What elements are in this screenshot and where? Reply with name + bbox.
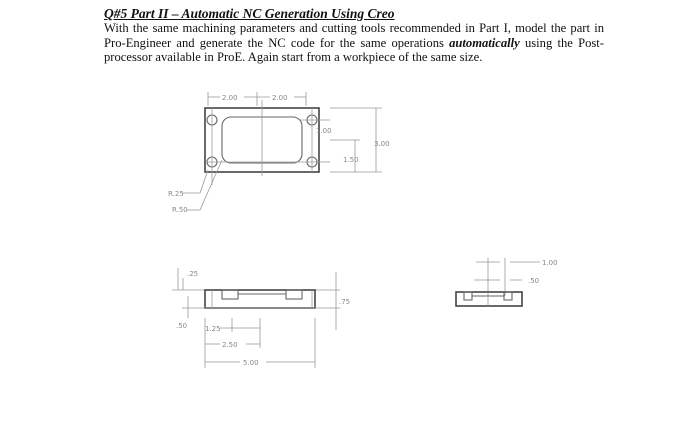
body-emphasis: automatically	[449, 35, 520, 50]
side-dim-top: 1.00	[542, 259, 558, 267]
dim-hole-offset: 1.25	[205, 325, 221, 333]
front-view	[172, 268, 350, 368]
radius-large: R.50	[172, 206, 188, 214]
dim-inner-height: 1.00	[316, 127, 332, 135]
side-view	[456, 258, 558, 306]
dim-height: .75	[339, 298, 351, 306]
body-text-1: With the same machining parameters and cutting tools recommended in Part I, model the part in Pro-Engineer and generate the NC code for the same operations	[104, 21, 604, 50]
side-dim-bottom: .50	[528, 277, 540, 285]
problem-heading: Q#5 Part II – Automatic NC Generation Using Creo	[104, 6, 395, 21]
body-text-2: using the Post-processor available in ProE. Again start from a workpiece of the same size.	[104, 35, 604, 65]
dim-left: 2.00	[222, 94, 238, 102]
dim-bottom: .50	[176, 322, 188, 330]
top-view	[168, 92, 390, 214]
dim-top-thickness: .25	[187, 270, 199, 278]
dim-overall-height: 3.00	[374, 140, 390, 148]
dim-half-height: 1.50	[343, 156, 359, 164]
dim-right: 2.00	[272, 94, 288, 102]
dim-overall-width: 5.00	[243, 359, 259, 367]
radius-small: R.25	[168, 190, 184, 198]
dim-pocket: 2.50	[222, 341, 238, 349]
